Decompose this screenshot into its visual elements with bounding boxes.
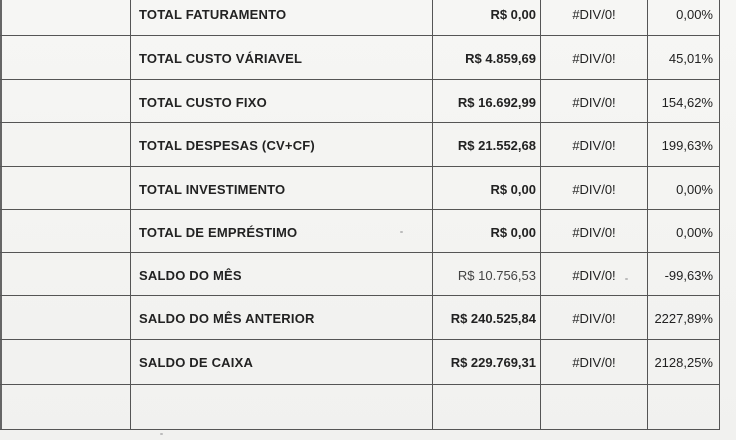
row-value: R$ 240.525,84 [433,296,541,340]
row-percent: 0,00% [648,0,720,36]
row-percent: -99,63% [648,253,720,297]
row-percent: 2128,25% [648,340,720,384]
table-row [0,167,736,211]
row-ratio: #DIV/0! [541,253,648,297]
row-value: R$ 16.692,99 [433,80,541,124]
row-ratio: #DIV/0! [541,167,648,211]
row-value: R$ 21.552,68 [433,123,541,167]
table-row [0,210,736,254]
row-value: R$ 229.769,31 [433,340,541,384]
row-ratio: #DIV/0! [541,36,648,80]
row-ratio: #DIV/0! [541,296,648,340]
blank-cell [0,80,131,124]
row-label: TOTAL FATURAMENTO [131,0,433,36]
blank-cell [0,167,131,211]
blank-cell [0,253,131,297]
row-ratio: #DIV/0! [541,210,648,254]
blank-cell [0,210,131,254]
row-ratio: #DIV/0! [541,0,648,36]
empty-row [0,385,736,429]
row-label: TOTAL DESPESAS (CV+CF) [131,123,433,167]
row-percent: 45,01% [648,36,720,80]
blank-cell [0,385,131,429]
row-ratio: #DIV/0! [541,123,648,167]
scan-speck [400,231,403,233]
blank-cell [0,36,131,80]
row-percent: 154,62% [648,80,720,124]
row-percent: 0,00% [648,210,720,254]
row-label: SALDO DO MÊS [131,253,433,297]
scan-speck [160,433,163,435]
scan-speck [625,278,628,280]
row-ratio: #DIV/0! [541,340,648,384]
table-row [0,340,736,384]
blank-cell [0,0,131,36]
row-value: R$ 0,00 [433,167,541,211]
blank-cell [0,123,131,167]
row-ratio: #DIV/0! [541,80,648,124]
table-row [0,80,736,124]
table-row [0,0,736,36]
row-label: TOTAL CUSTO FIXO [131,80,433,124]
row-value: R$ 0,00 [433,210,541,254]
blank-cell [648,385,720,429]
row-label: SALDO DE CAIXA [131,340,433,384]
blank-cell [541,385,648,429]
table-row [0,123,736,167]
row-label: TOTAL CUSTO VÁRIAVEL [131,36,433,80]
row-label: SALDO DO MÊS ANTERIOR [131,296,433,340]
row-label: TOTAL INVESTIMENTO [131,167,433,211]
blank-cell [0,340,131,384]
row-percent: 2227,89% [648,296,720,340]
table-row [0,36,736,80]
row-label: TOTAL DE EMPRÉSTIMO [131,210,433,254]
row-value: R$ 4.859,69 [433,36,541,80]
table-row [0,296,736,340]
blank-cell [0,296,131,340]
row-percent: 199,63% [648,123,720,167]
row-divider [0,429,720,430]
blank-cell [433,385,541,429]
blank-cell [131,385,433,429]
table-row [0,253,736,297]
row-value: R$ 10.756,53 [433,253,541,297]
row-percent: 0,00% [648,167,720,211]
row-value: R$ 0,00 [433,0,541,36]
